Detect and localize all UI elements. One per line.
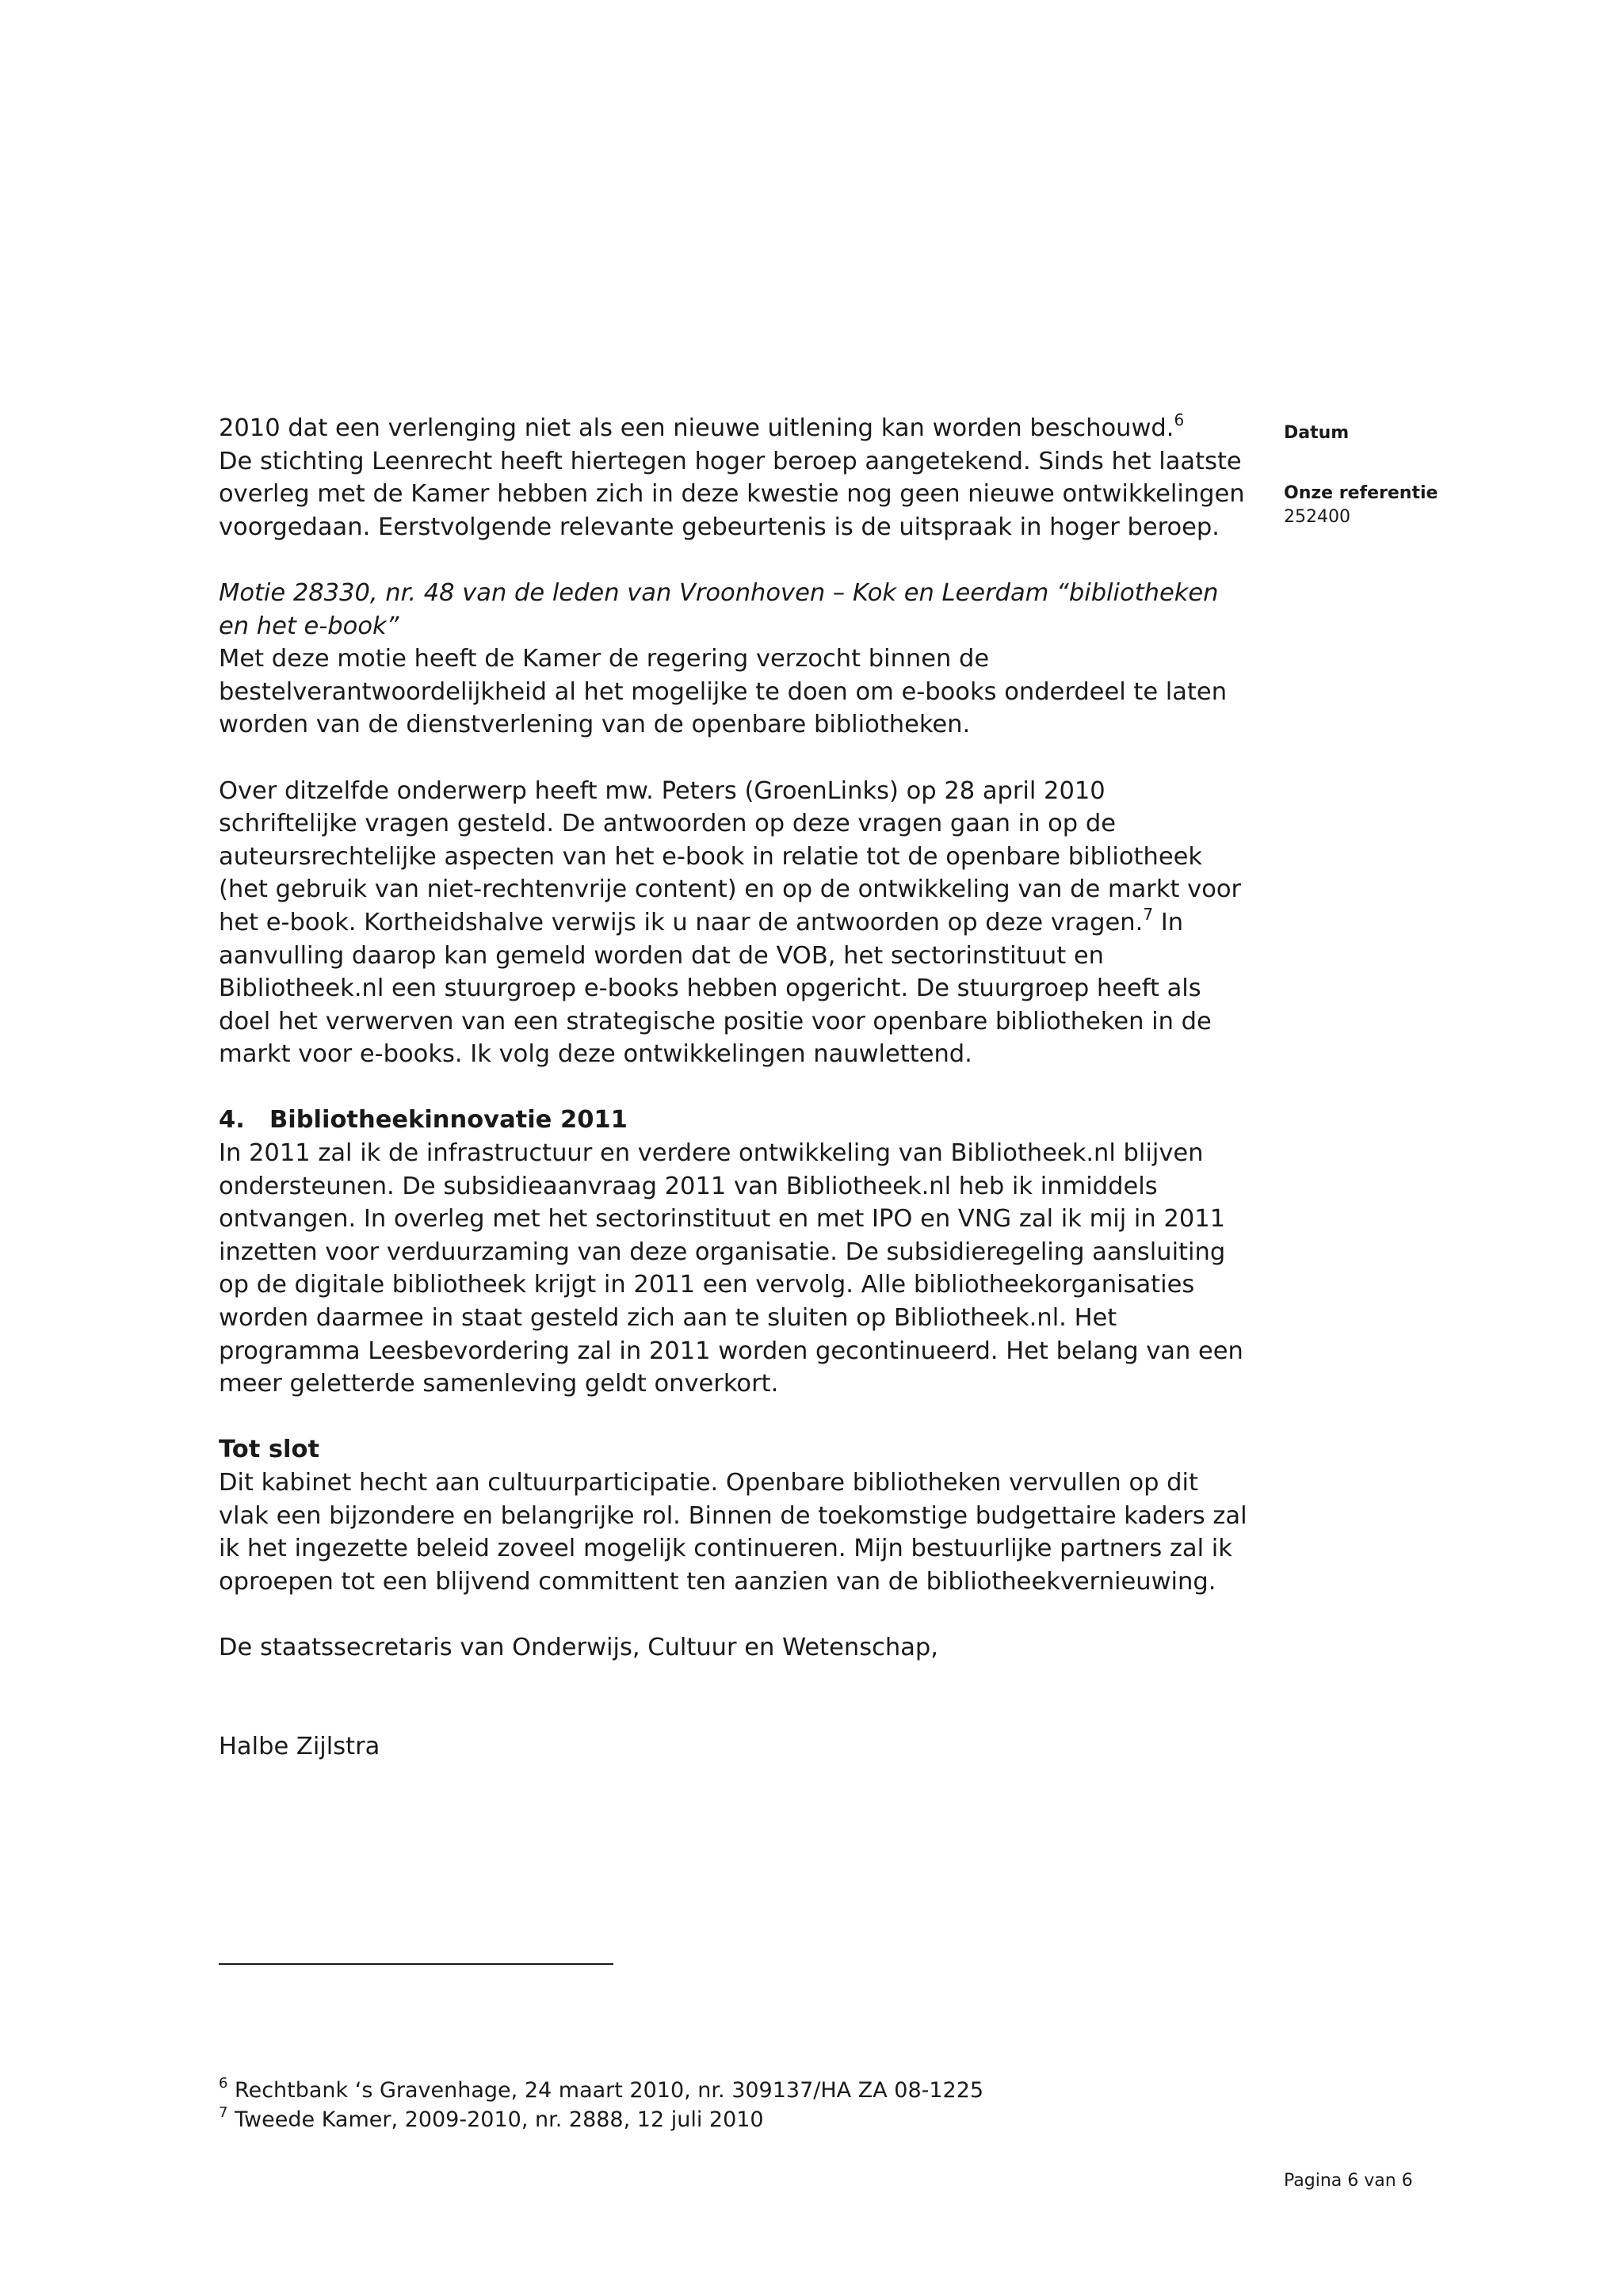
section-4-text: In 2011 zal ik de infrastructuur en verdere ontwikkeling van Bibliotheek.nl blijven ondersteunen. De subsidieaanvraag 2011 van Bibliotheek.nl heb ik inmiddels ontvangen. In overleg met het sectorinstituut en met IPO en VNG zal ik mij in 2011 inzetten voor verduurzaming van deze organisatie. De subsidieregeling aansluiting op de digitale bibliotheek krijgt in 2011 een vervolg. Alle bibliotheekorganisaties worden daarmee in staat gesteld zich aan te sluiten op Bibliotheek.nl. Het programma Leesbevordering zal in 2011 worden gecontinueerd. Het belang van een meer geletterde samenleving geldt onverkort. <box>219 1139 1243 1398</box>
footnote-text: Tweede Kamer, 2009-2010, nr. 2888, 12 juli 2010 <box>227 2107 764 2132</box>
section-4-title: Bibliotheekinnovatie 2011 <box>269 1106 628 1135</box>
footnotes <box>219 2076 983 2134</box>
motie-text: Met deze motie heeft de Kamer de regering verzocht binnen de bestelverantwoordelijkheid al het mogelijke te doen om e-books onderdeel te laten worden van de dienstverlening van de openbare bibliotheken. <box>219 645 1228 739</box>
datum-label: Datum <box>1284 423 1350 443</box>
paragraph-leenrecht <box>219 412 1249 543</box>
motie-title: Motie 28330, nr. 48 van de leden van Vroonhoven – Kok en Leerdam “bibliotheken en het e-book” <box>219 578 1219 640</box>
footnote-ref-6[interactable]: 6 <box>1174 410 1185 429</box>
tot-slot-heading: Tot slot <box>219 1436 320 1464</box>
page-number: Pagina 6 van 6 <box>1284 2171 1413 2191</box>
footnote-number: 6 <box>219 2075 228 2092</box>
referentie-label: Onze referentie <box>1284 483 1438 503</box>
footnote-ref-7[interactable]: 7 <box>1143 904 1154 924</box>
signatory-name: Halbe Zijlstra <box>219 1732 380 1760</box>
tot-slot-text: Dit kabinet hecht aan cultuurparticipatie. Openbare bibliotheken vervullen op dit vlak een bijzondere en belangrijke rol. Binnen de toekomstige budgettaire kaders zal ik het ingezette beleid zoveel mogelijk continueren. Mijn bestuurlijke partners zal ik oproepen tot een blijvend committent ten aanzien van de bibliotheekvernieuwing. <box>219 1469 1247 1596</box>
paragraph-ebooks-a: Over ditzelfde onderwerp heeft mw. Peters (GroenLinks) op 28 april 2010 schriftelijke vragen gesteld. De antwoorden op deze vragen gaan in op de auteursrechtelijke aspecten van het e-book in relatie tot de openbare bibliotheek (het gebruik van niet-rechtenvrije content) en op de ontwikkeling van de markt voor het e-book. Kortheidshalve verwijs ik u naar de antwoorden op deze vragen. <box>219 776 1242 936</box>
footnote-7 <box>219 2105 983 2134</box>
footnote-6 <box>219 2076 983 2105</box>
paragraph-ebooks <box>219 775 1249 1071</box>
paragraph-leenrecht-rest: De stichting Leenrecht heeft hiertegen hoger beroep aangetekend. Sinds het laatste overleg met de Kamer hebben zich in deze kwestie nog geen nieuwe ontwikkelingen voorgedaan. Eerstvolgende relevante gebeurtenis is de uitspraak in hoger beroep. <box>219 447 1245 541</box>
footnote-separator <box>219 1963 613 1965</box>
document-sidebar <box>1284 421 1569 529</box>
footnote-text: Rechtbank ‘s Gravenhage, 24 maart 2010, nr. 309137/HA ZA 08-1225 <box>227 2078 984 2103</box>
closing-line: De staatssecretaris van Onderwijs, Cultuur en Wetenschap, <box>219 1633 938 1661</box>
paragraph-ebooks-b: In aanvulling daarop kan gemeld worden dat de VOB, het sectorinstituut en Bibliotheek.nl een stuurgroep e-books hebben opgericht. De stuurgroep heeft als doel het verwerven van een strategische positie voor openbare bibliotheken in de markt voor e-books. Ik volg deze ontwikkelingen nauwlettend. <box>219 908 1212 1069</box>
section-4-number: 4. <box>219 1106 245 1135</box>
footnote-number: 7 <box>219 2104 228 2121</box>
paragraph-leenrecht-start: 2010 dat een verlenging niet als een nieuwe uitlening kan worden beschouwd. <box>219 414 1174 442</box>
referentie-value: 252400 <box>1284 507 1350 527</box>
section-4-heading <box>219 1104 1249 1137</box>
letter-body <box>219 412 1249 1763</box>
signature-space <box>219 1665 1249 1730</box>
referentie-block <box>1284 482 1569 529</box>
